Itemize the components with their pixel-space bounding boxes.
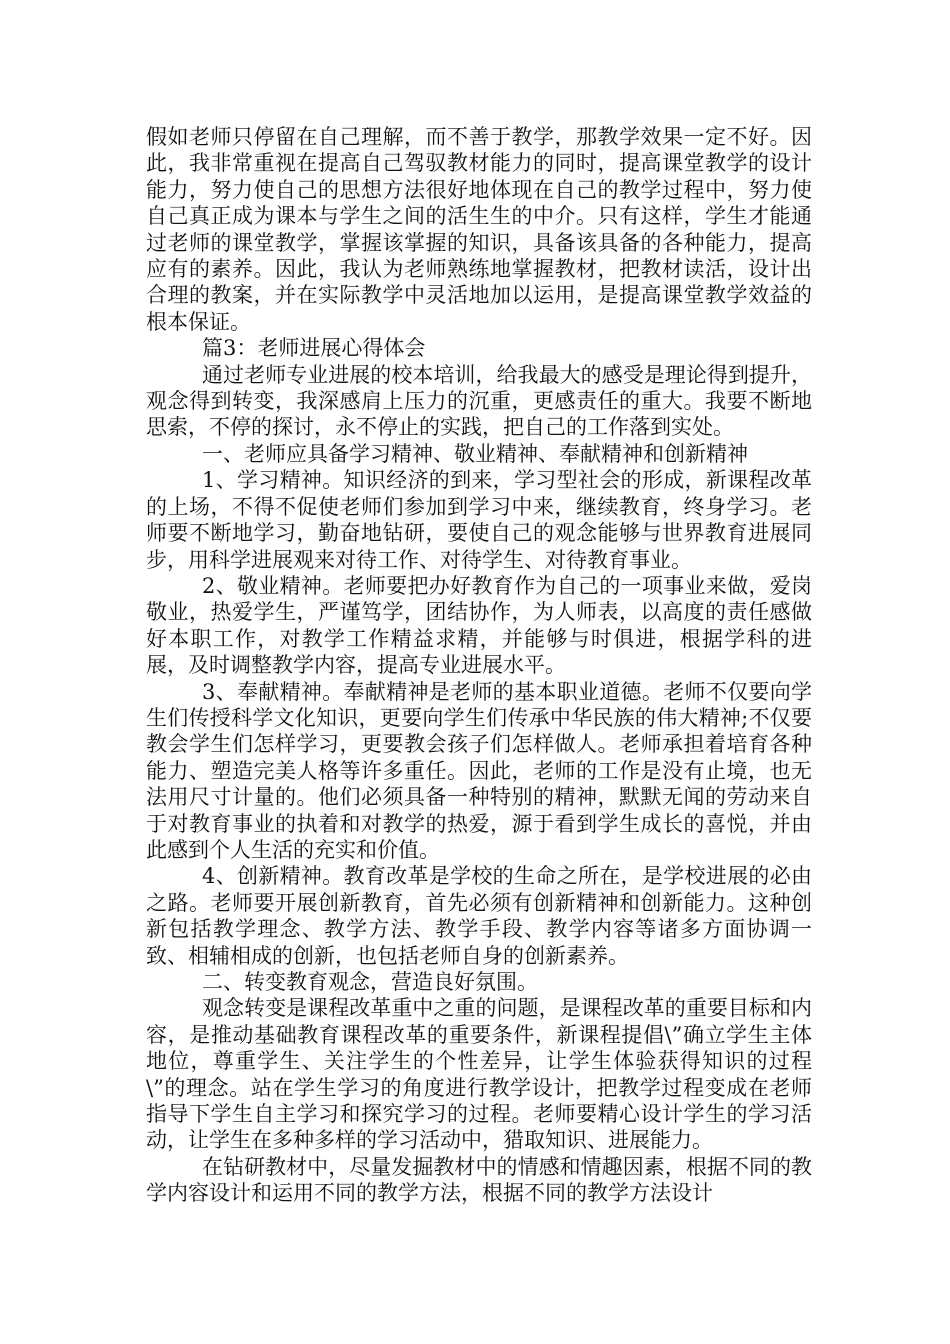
paragraph-devotion-spirit: 3、奉献精神。奉献精神是老师的基本职业道德。老师不仅要向学生们传授科学文化知识，更要向学生们传承中华民族的伟大精神;不仅要教会学生们怎样学习，更要教会孩子们怎样做人。老师承担着培育各种能力、塑造完美人格等许多重任。因此，老师的工作是没有止境，也无法用尺寸计量的。他们必须具备一种特别的精神，默默无闻的劳动来自于对教育事业的执着和对教学的热爱，源于看到学生成长的喜悦，并由此感到个人生活的充实和价值。 <box>146 679 812 862</box>
paragraph-concept-change: 观念转变是课程改革重中之重的问题，是课程改革的重要目标和内容，是推动基础教育课程改革的重要条件，新课程提倡\”确立学生主体地位，尊重学生、关注学生的个性差异，让学生体验获得知识的过程\”的理念。站在学生学习的角度进行教学设计，把教学过程变成在老师指导下学生自主学习和探究学习的过程。老师要精心设计学生的学习活动，让学生在多种多样的学习活动中，猎取知识、进展能力。 <box>146 996 812 1153</box>
section-title-chapter-3: 篇3：老师进展心得体会 <box>202 336 426 361</box>
paragraph-innovation-spirit: 4、创新精神。教育改革是学校的生命之所在，是学校进展的必由之路。老师要开展创新教育，首先必须有创新精神和创新能力。这种创新包括教学理念、教学方法、教学手段、教学内容等诸多方面协调一致、相辅相成的创新，也包括老师自身的创新素养。 <box>146 864 812 968</box>
heading-part-two: 二、转变教育观念，营造良好氛围。 <box>202 970 538 994</box>
paragraph-intro: 通过老师专业进展的校本培训，给我最大的感受是理论得到提升，观念得到转变，我深感肩上压力的沉重，更感责任的重大。我要不断地思索，不停的探讨，永不停止的实践，把自己的工作落到实处。 <box>146 362 812 440</box>
paragraph-textbook-study: 在钻研教材中，尽量发掘教材中的情感和情趣因素，根据不同的教学内容设计和运用不同的教学方法，根据不同的教学方法设计 <box>146 1154 812 1206</box>
paragraph-dedication-spirit: 2、敬业精神。老师要把办好教育作为自己的一项事业来做，爱岗敬业，热爱学生，严谨笃学，团结协作，为人师表，以高度的责任感做好本职工作，对教学工作精益求精，并能够与时俱进，根据学科的进展，及时调整教学内容，提高专业进展水平。 <box>146 573 812 678</box>
paragraph-continuation: 假如老师只停留在自己理解，而不善于教学，那教学效果一定不好。因此，我非常重视在提高自己驾驭教材能力的同时，提高课堂教学的设计能力，努力使自己的思想方法很好地体现在自己的教学过程中，努力使自己真正成为课本与学生之间的活生生的中介。只有这样，学生才能通过老师的课堂教学，掌握该掌握的知识，具备该具备的各种能力，提高应有的素养。因此，我认为老师熟练地掌握教材，把教材读活，设计出合理的教案，并在实际教学中灵活地加以运用，是提高课堂教学效益的根本保证。 <box>146 125 812 334</box>
heading-part-one: 一、老师应具备学习精神、敬业精神、奉献精神和创新精神 <box>202 441 748 466</box>
paragraph-learning-spirit: 1、学习精神。知识经济的到来，学习型社会的形成，新课程改革的上场，不得不促使老师们参加到学习中来，继续教育，终身学习。老师要不断地学习，勤奋地钻研，要使自己的观念能够与世界教育进展同步，用科学进展观来对待工作、对待学生、对待教育事业。 <box>146 468 812 572</box>
document-page <box>146 124 812 1207</box>
